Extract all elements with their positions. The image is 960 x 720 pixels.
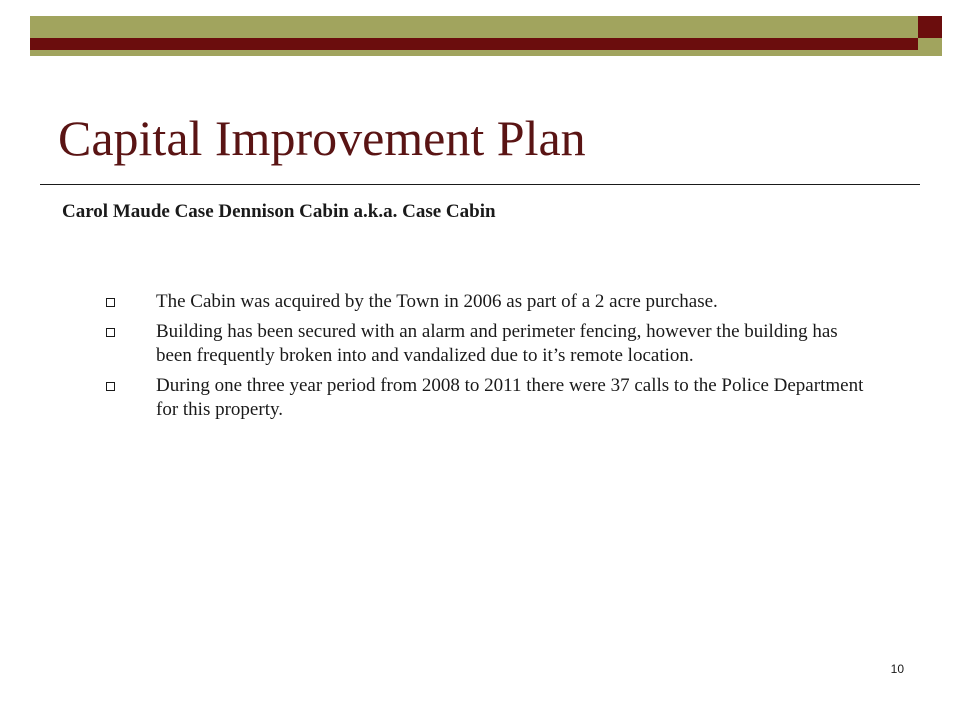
header-band-olive-top xyxy=(30,16,918,38)
page-number: 10 xyxy=(890,662,904,676)
bullet-text: Building has been secured with an alarm and perimeter fencing, however the building has been frequently broken into and vandalized due to it’s remote location. xyxy=(156,321,838,366)
header-band-olive-bottom xyxy=(30,50,918,56)
bullet-item xyxy=(106,320,866,368)
hollow-square-icon xyxy=(106,328,115,337)
hollow-square-icon xyxy=(106,298,115,307)
bullet-item xyxy=(106,374,866,422)
slide-title: Capital Improvement Plan xyxy=(58,110,586,166)
bullet-item xyxy=(106,290,866,314)
title-divider xyxy=(40,184,920,185)
slide-subtitle: Carol Maude Case Dennison Cabin a.k.a. Case Cabin xyxy=(62,201,496,222)
bullet-text: During one three year period from 2008 to 2011 there were 37 calls to the Police Department for this property. xyxy=(156,375,864,420)
header-corner-red-square xyxy=(918,16,942,38)
hollow-square-icon xyxy=(106,382,115,391)
bullet-text: The Cabin was acquired by the Town in 2006 as part of a 2 acre purchase. xyxy=(156,291,718,312)
header-corner-olive-square xyxy=(918,38,942,56)
bullet-list xyxy=(106,290,866,428)
header-band-red xyxy=(30,38,918,50)
